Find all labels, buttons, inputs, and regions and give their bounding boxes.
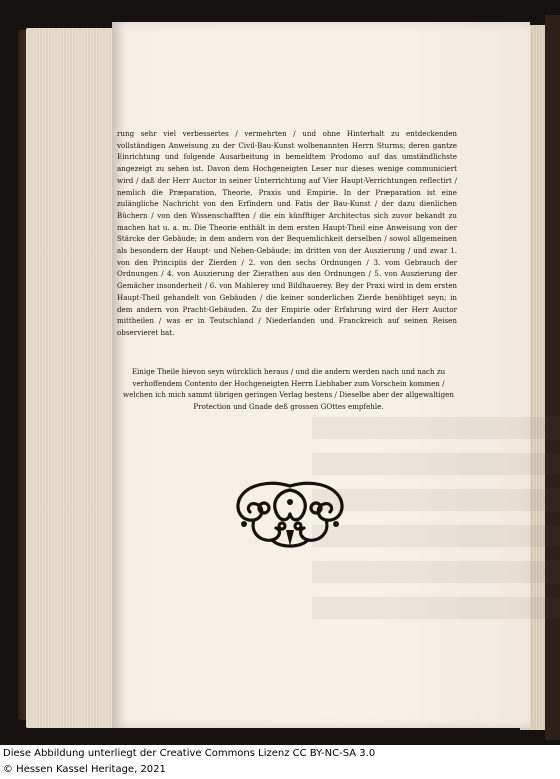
book-cover-right (545, 15, 560, 740)
page-stack-left (26, 28, 121, 728)
closing-paragraph (117, 366, 460, 413)
ornament-vignette (230, 478, 350, 550)
body-text: rung sehr viel verbessertes / vermehrten / und ohne Hinterhalt zu entdeckenden vollständigen Anweisung zu der Civil-Bau-Kunst wolbenannten Herrn Sturms; deren gantze Einrichtung und folgende Ausarbeitung in bemeldtem Prodomo auf das umständlichste angezeigt zu sehen ist. Davon dem Hochgeneigten Leser nur dieses wenige communiciert wird / daß der Herr Auctor in seiner Unterrichtung auf Vier Haupt-Verrichtungen reflectirt / nemlich die Præparation, Theorie, Praxis und Empirie. In der Præparation ist eine zulängliche Nachricht von den Erfindern und Fatis der Bau-Kunst / der dazu dienlichen Büchern / von den Wissenschafften / die ein künfftiger Architectus sich zuvor bekandt zu machen hat u. a. m. Die Theorie enthält in dem ersten Haupt-Theil eine Anweisung von der Stärcke der Gebäude; in dem andern von der Bequemlichkeit derselben / sowol allgemeinen als besondern der Haupt- und Neben-Gebäude; im dritten von der Auszierung / und zwar 1. von den Principiis der Zierden / 2. von den sechs Ordnungen / 3. vom Gebrauch der Ordnungen / 4. von Auszierung der Zierathen aus den Ordnungen / 5. von Auszierung der Gemächer insonderheit / 6. von Mahlerey und Bildhauerey. Bey der Praxi wird in dem ersten Haupt-Theil gehandelt von Gebäuden / die keiner sonderlichen Zierde benöhtiget seyn; in dem andern von Pracht-Gebäuden. Zu der Empirie oder Erfahrung wird der Herr Auctor mittheilen / was er in Teutschland / Niederlanden und Franckreich auf seinen Reisen observieret hat. (117, 129, 457, 337)
main-paragraph (117, 128, 457, 339)
closing-text: Einige Theile hievon seyn würcklich heraus / und die andern werden nach und nach zu verhoffendem Contento der Hochgeneigten Herrn Liebhaber zum Vorschein kommen / welchen ich mich sammt übrigen geringen Verlag bestens / Dieselbe aber der allgewaltigen Protection und Gnade deß grossen GOttes empfehle. (123, 367, 454, 412)
image-footer (0, 745, 560, 779)
license-text: Diese Abbildung unterliegt der Creative Commons Lizenz CC BY-NC-SA 3.0 (3, 748, 376, 759)
copyright-text: © Hessen Kassel Heritage, 2021 (3, 764, 166, 775)
